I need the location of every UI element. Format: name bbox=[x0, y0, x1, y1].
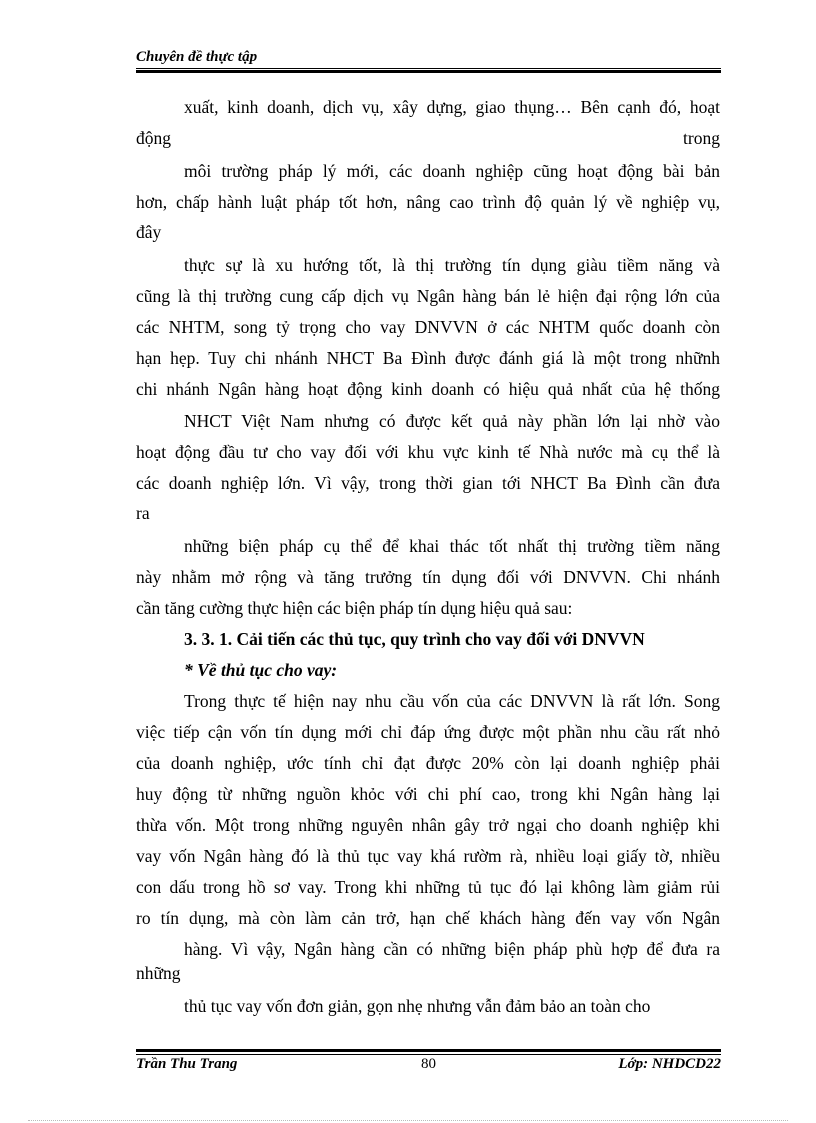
paragraph-line: các doanh nghiệp lớn. Vì vậy, trong thời gian tới NHCT Ba Đình cần đưa bbox=[136, 473, 720, 493]
paragraph-line: môi trường pháp lý mới, các doanh nghiệp cũng hoạt động bài bản bbox=[184, 161, 720, 181]
paragraph-line: những bbox=[136, 963, 181, 983]
paragraph-line: Trong thực tế hiện nay nhu cầu vốn của các DNVVN là rất lớn. Song bbox=[184, 691, 720, 711]
paragraph-line: những biện pháp cụ thể để khai thác tốt nhất thị trường tiềm năng bbox=[184, 536, 720, 556]
paragraph-line: vay vốn Ngân hàng đó là thủ tục vay khá rườm rà, nhiều loại giấy tờ, nhiều bbox=[136, 846, 720, 866]
footer-rule-thick bbox=[136, 1049, 721, 1052]
paragraph-line: huy động từ những nguồn khỏc với chi phí cao, trong khi Ngân hàng lại bbox=[136, 784, 720, 804]
paragraph-line: con dấu trong hồ sơ vay. Trong khi những tủ tục đó lại không làm giảm rủi bbox=[136, 877, 720, 897]
paragraph-line: việc tiếp cận vốn tín dụng mới chỉ đáp ứng được một phần nhu cầu rất nhỏ bbox=[136, 722, 720, 742]
page-number: 80 bbox=[421, 1056, 436, 1072]
paragraph-line: cũng là thị trường cung cấp dịch vụ Ngân hàng bán lẻ hiện đại rộng lớn của bbox=[136, 286, 720, 306]
subsection-heading: * Về thủ tục cho vay: bbox=[184, 660, 338, 680]
header-rule-thick bbox=[136, 70, 721, 73]
paragraph-line: thủ tục vay vốn đơn giản, gọn nhẹ nhưng vẫn đảm bảo an toàn cho bbox=[184, 996, 651, 1016]
header-rule-thin bbox=[136, 68, 721, 69]
paragraph-line: xuất, kinh doanh, dịch vụ, xây dựng, giao thụng… Bên cạnh đó, hoạt bbox=[184, 97, 720, 117]
section-heading: 3. 3. 1. Cải tiến các thủ tục, quy trình cho vay đối với DNVVN bbox=[184, 629, 645, 649]
page-bottom-dotted-line bbox=[28, 1120, 788, 1121]
paragraph-line: đây bbox=[136, 222, 162, 242]
footer-row bbox=[136, 1056, 721, 1076]
footer-class: Lớp: NHDCD22 bbox=[618, 1056, 721, 1072]
paragraph-line: hàng. Vì vậy, Ngân hàng cần có những biện pháp phù hợp để đưa ra bbox=[184, 939, 720, 959]
paragraph-line: ro tín dụng, mà còn làm cản trở, hạn chế khách hàng đến vay vốn Ngân bbox=[136, 908, 720, 928]
paragraph-line: ra bbox=[136, 503, 150, 523]
paragraph-line: cần tăng cường thực hiện các biện pháp tín dụng hiệu quả sau: bbox=[136, 598, 573, 618]
paragraph-line: chi nhánh Ngân hàng hoạt động kinh doanh có hiệu quả nhất của hệ thống bbox=[136, 379, 720, 399]
footer-rule-thin bbox=[136, 1054, 721, 1055]
paragraph-line: hơn, chấp hành luật pháp tốt hơn, nâng cao trình độ quản lý về nghiệp vụ, bbox=[136, 192, 720, 212]
footer-author: Trần Thu Trang bbox=[136, 1056, 238, 1072]
paragraph-line: hoạt động đầu tư cho vay đối với khu vực kinh tế Nhà nước mà cụ thể là bbox=[136, 442, 720, 462]
header-title: Chuyên đề thực tập bbox=[136, 49, 258, 65]
paragraph-line: NHCT Việt Nam nhưng có được kết quả này phần lớn lại nhờ vào bbox=[184, 411, 720, 431]
paragraph-line: này nhằm mở rộng và tăng trưởng tín dụng đối với DNVVN. Chi nhánh bbox=[136, 567, 720, 587]
paragraph-line: của doanh nghiệp, ước tính chỉ đạt được 20% còn lại doanh nghiệp phải bbox=[136, 753, 720, 773]
paragraph-line: thực sự là xu hướng tốt, là thị trường tín dụng giàu tiềm năng và bbox=[184, 255, 720, 275]
paragraph-line: các NHTM, song tỷ trọng cho vay DNVVN ở các NHTM quốc doanh còn bbox=[136, 317, 720, 337]
paragraph-line: động trong bbox=[136, 128, 720, 148]
paragraph-line: thừa vốn. Một trong những nguyên nhân gây trở ngại cho doanh nghiệp khi bbox=[136, 815, 720, 835]
paragraph-line: hạn hẹp. Tuy chi nhánh NHCT Ba Đình được đánh giá là một trong nhữnh bbox=[136, 348, 720, 368]
